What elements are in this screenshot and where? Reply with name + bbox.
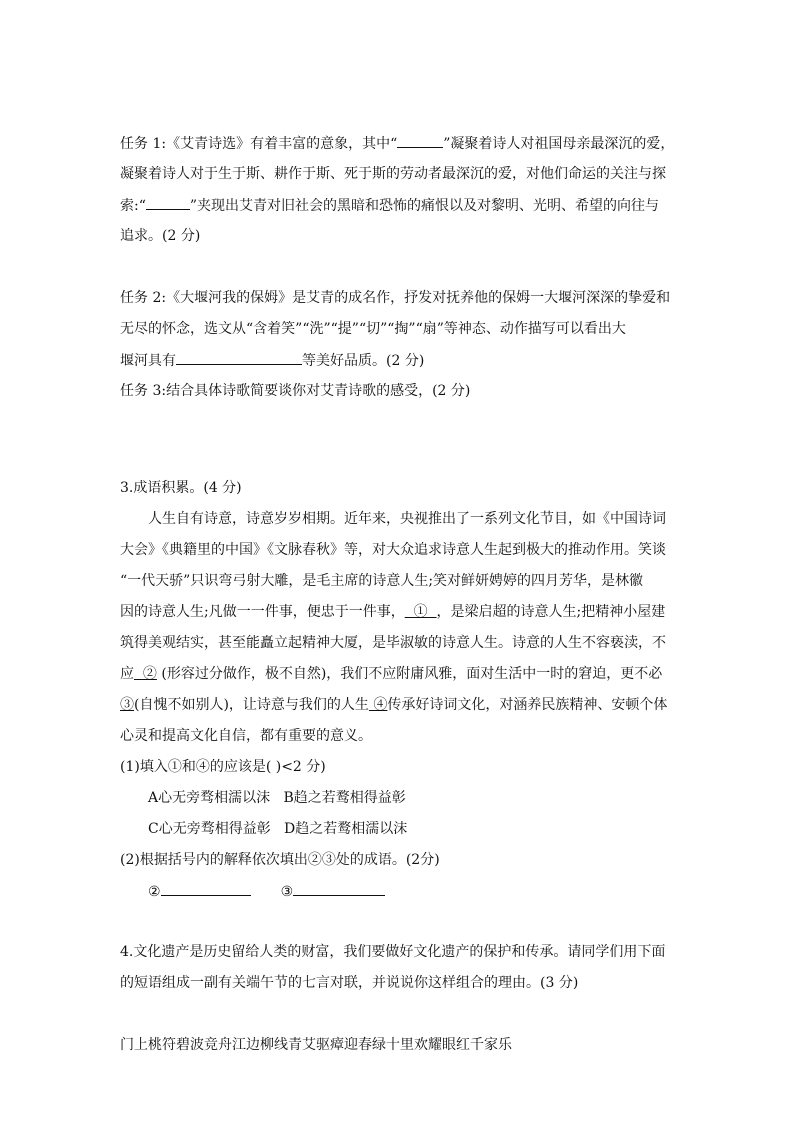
- blank-marker-2[interactable]: ②: [134, 666, 157, 682]
- task2-line1: 任务 2:《大堰河我的保姆》是艾青的成名作，抒发对抚养他的保姆一大堰河深深的挚爱和: [120, 290, 671, 306]
- q4-line1: 4.文化遗产是历史留给人类的财富，我们要做好文化遗产的保护和传承。请同学们用下面: [120, 944, 666, 960]
- answer-blank-4[interactable]: [161, 881, 251, 896]
- q4-phrases: 门上桃符碧波竞舟江边柳线青艾驱瘴迎春绿十里欢耀眼红千家乐: [120, 1037, 512, 1053]
- q3-para-line7: ③(自愧不如别人)，让诗意与我们的人生 ④传承好诗词文化，对涵养民族精神、安顿个体: [120, 697, 668, 713]
- q3-para-line6: 应 ② (形容过分做作，极不自然)，我们不应附庸风雅，面对生活中一时的窘迫，更不必: [120, 666, 663, 682]
- task1-line3: 索:“ ”夹现出艾青对旧社会的黑暗和恐怖的痛恨以及对黎明、光明、希望的向往与: [120, 195, 659, 216]
- q3-para-line3: “一代天骄”只识弯弓射大雕，是毛主席的诗意人生;笑对鲜妍娉婷的四月芳华，是林徽: [120, 573, 644, 589]
- task1-line2: 凝聚着诗人对于生于斯、耕作于斯、死于斯的劳动者最深沉的爱，对他们命运的关注与探: [120, 166, 666, 182]
- q3-para-line1: 人生自有诗意，诗意岁岁相期。近年来，央视推出了一系列文化节目，如《中国诗词: [148, 511, 666, 527]
- q3-sub2: (2)根据括号内的解释依次填出②③处的成语。(2分): [120, 852, 440, 868]
- q3-para-line5: 筑得美观结实，甚至能矗立起精神大厦，是毕淑敏的诗意人生。诗意的人生不容亵渎，不: [120, 635, 666, 651]
- task1-line4: 追求。(2 分): [120, 228, 201, 244]
- answer-blank-2[interactable]: [146, 195, 190, 210]
- task2-line2: 无尽的怀念，选文从“含着笑”“洗”“提”“切”“掏”“扇”等神态、动作描写可以看出大: [120, 321, 626, 337]
- blank-marker-1[interactable]: ①: [404, 604, 437, 620]
- answer-blank-3[interactable]: [176, 350, 302, 365]
- q3-title: 3.成语积累。(4 分): [120, 480, 242, 496]
- q3-answer-row: ② ③: [148, 881, 385, 902]
- blank-marker-4[interactable]: ④: [368, 697, 388, 713]
- q3-options-ab[interactable]: A心无旁骛相濡以沫 B趋之若鹜相得益彰: [148, 790, 406, 806]
- task3-line1: 任务 3:结合具体诗歌简要谈你对艾青诗歌的感受，(2 分): [120, 383, 471, 399]
- q3-para-line4: 因的诗意人生;凡做一一件事，便忠于一件事， ① ，是梁启超的诗意人生;把精神小屋建: [120, 604, 666, 620]
- q3-sub1: (1)填入①和④的应该是( )<2 分): [120, 759, 326, 775]
- answer-blank-1[interactable]: [397, 133, 443, 148]
- task2-line3: 堰河具有 等美好品质。(2 分): [120, 350, 424, 371]
- task1-line1: 任务 1:《艾青诗选》有着丰富的意象，其中“ ”凝聚着诗人对祖国母亲最深沉的爱，: [120, 133, 674, 154]
- q3-para-line8: 心灵和提高文化自信，都有重要的意义。: [120, 728, 372, 744]
- q4-line2: 的短语组成一副有关端午节的七言对联，并说说你这样组合的理由。(3 分): [120, 975, 579, 991]
- blank-marker-3[interactable]: ③: [120, 697, 134, 713]
- q3-options-cd[interactable]: C心无旁骛相得益彰 D趋之若鹜相濡以沫: [148, 821, 408, 837]
- q3-para-line2: 大会》《典籍里的中国》《文脉春秋》等，对大众追求诗意人生起到极大的推动作用。笑谈: [120, 542, 666, 558]
- answer-blank-5[interactable]: [293, 881, 385, 896]
